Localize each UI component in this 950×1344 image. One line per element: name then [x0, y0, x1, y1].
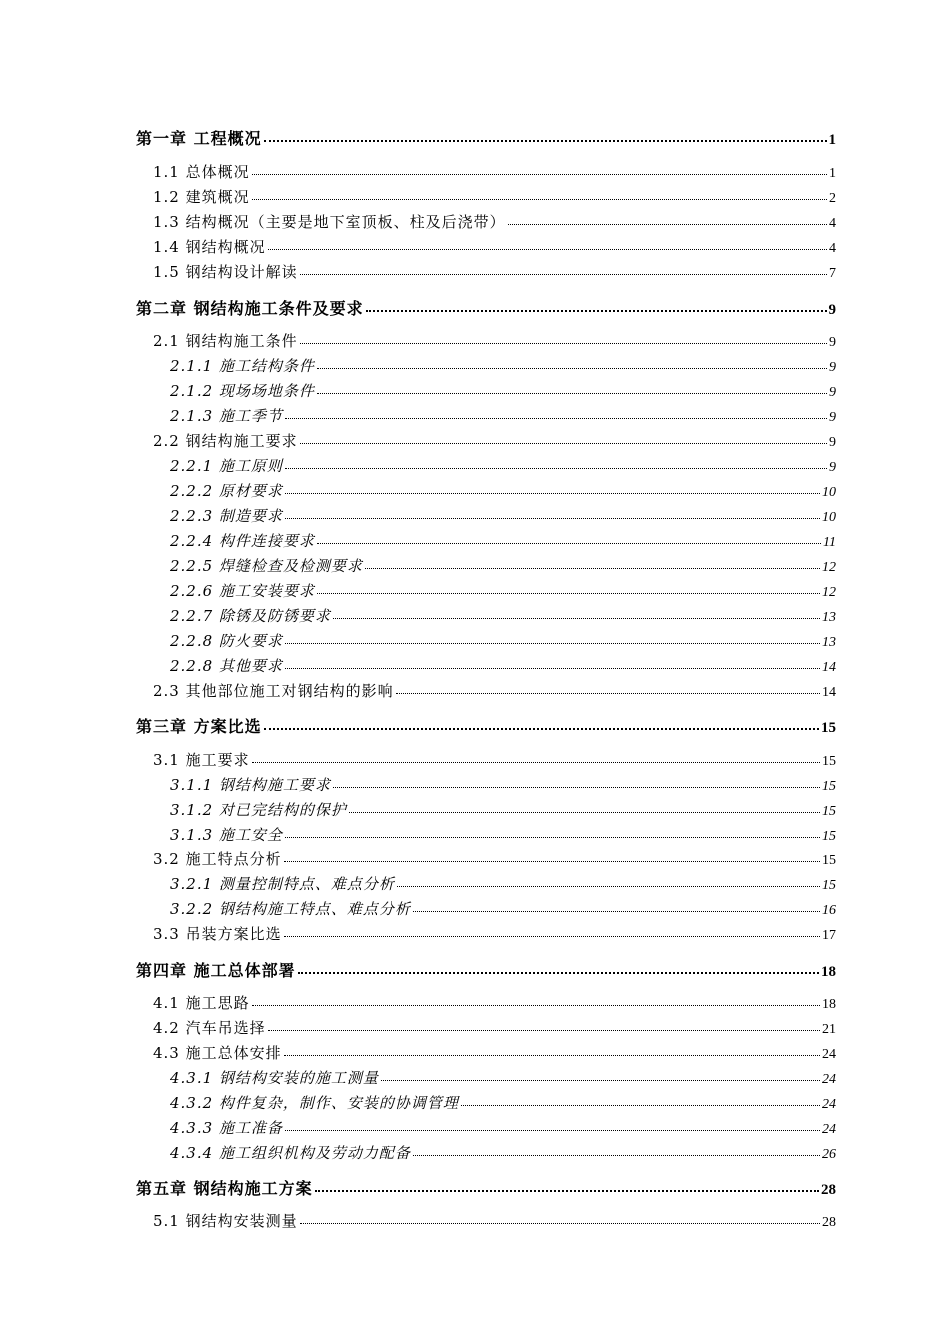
- toc-section-entry[interactable]: [153, 261, 836, 282]
- toc-subsection-entry[interactable]: [170, 555, 836, 576]
- toc-entry-title: 2.2 钢结构施工要求: [153, 432, 298, 450]
- toc-entry-title: 2.1 钢结构施工条件: [153, 332, 298, 350]
- toc-entry-page: 4: [829, 216, 836, 231]
- toc-leader-dots: [300, 274, 827, 275]
- toc-leader-dots: [268, 1030, 820, 1031]
- toc-leader-dots: [317, 368, 827, 369]
- toc-chapter-entry[interactable]: [136, 296, 836, 319]
- toc-entry-page: 26: [822, 1147, 836, 1162]
- toc-leader-dots: [264, 140, 827, 142]
- toc-leader-dots: [285, 518, 820, 519]
- toc-entry-title: 4.3.3 施工准备: [170, 1119, 283, 1137]
- toc-subsection-entry[interactable]: [170, 898, 836, 919]
- toc-entry-page: 14: [822, 660, 836, 675]
- toc-entry-page: 4: [829, 241, 836, 256]
- toc-entry-page: 15: [822, 878, 836, 893]
- toc-entry-title: 3.2 施工特点分析: [153, 850, 282, 868]
- toc-leader-dots: [285, 468, 827, 469]
- toc-subsection-entry[interactable]: [170, 1117, 836, 1138]
- toc-entry-title: 2.2.8 其他要求: [170, 657, 283, 675]
- toc-leader-dots: [396, 693, 820, 694]
- toc-entry-title: 第一章 工程概况: [136, 129, 262, 148]
- toc-leader-dots: [285, 643, 820, 644]
- toc-leader-dots: [252, 762, 820, 763]
- toc-leader-dots: [317, 543, 821, 544]
- toc-leader-dots: [252, 1005, 820, 1006]
- toc-chapter-entry[interactable]: [136, 1176, 836, 1199]
- toc-entry-title: 2.2.5 焊缝检查及检测要求: [170, 557, 363, 575]
- toc-leader-dots: [413, 1155, 820, 1156]
- toc-subsection-entry[interactable]: [170, 774, 836, 795]
- toc-leader-dots: [381, 1080, 820, 1081]
- toc-leader-dots: [252, 174, 827, 175]
- toc-leader-dots: [508, 224, 827, 225]
- toc-entry-title: 1.5 钢结构设计解读: [153, 263, 298, 281]
- toc-entry-page: 1: [829, 166, 836, 181]
- toc-entry-title: 2.2.6 施工安装要求: [170, 582, 315, 600]
- toc-entry-page: 15: [821, 720, 836, 736]
- toc-section-entry[interactable]: [153, 1042, 836, 1063]
- toc-subsection-entry[interactable]: [170, 355, 836, 376]
- toc-leader-dots: [333, 618, 820, 619]
- toc-entry-page: 9: [829, 385, 836, 400]
- toc-entry-title: 2.2.1 施工原则: [170, 457, 283, 475]
- toc-entry-title: 1.2 建筑概况: [153, 188, 250, 206]
- toc-entry-page: 9: [829, 360, 836, 375]
- toc-section-entry[interactable]: [153, 430, 836, 451]
- toc-entry-page: 12: [822, 560, 836, 575]
- toc-entry-title: 5.1 钢结构安装测量: [153, 1212, 298, 1230]
- toc-subsection-entry[interactable]: [170, 480, 836, 501]
- toc-leader-dots: [285, 837, 820, 838]
- toc-entry-page: 18: [821, 964, 836, 980]
- toc-entry-title: 4.1 施工思路: [153, 994, 250, 1012]
- toc-entry-title: 2.3 其他部位施工对钢结构的影响: [153, 682, 394, 700]
- toc-leader-dots: [300, 343, 827, 344]
- toc-subsection-entry[interactable]: [170, 630, 836, 651]
- toc-entry-title: 2.2.4 构件连接要求: [170, 532, 315, 550]
- toc-entry-title: 2.2.2 原材要求: [170, 482, 283, 500]
- toc-leader-dots: [366, 310, 827, 312]
- toc-leader-dots: [317, 393, 827, 394]
- toc-entry-title: 1.3 结构概况（主要是地下室顶板、柱及后浇带）: [153, 213, 506, 231]
- toc-subsection-entry[interactable]: [170, 505, 836, 526]
- toc-leader-dots: [300, 443, 827, 444]
- toc-entry-title: 第四章 施工总体部署: [136, 961, 296, 980]
- toc-entry-page: 15: [822, 829, 836, 844]
- toc-subsection-entry[interactable]: [170, 1067, 836, 1088]
- toc-subsection-entry[interactable]: [170, 380, 836, 401]
- toc-entry-page: 15: [822, 853, 836, 868]
- toc-leader-dots: [264, 728, 819, 730]
- toc-entry-page: 15: [822, 754, 836, 769]
- toc-leader-dots: [285, 668, 820, 669]
- toc-section-entry[interactable]: [153, 680, 836, 701]
- toc-entry-title: 4.3.4 施工组织机构及劳动力配备: [170, 1144, 411, 1162]
- toc-entry-page: 9: [829, 410, 836, 425]
- toc-subsection-entry[interactable]: [170, 824, 836, 845]
- toc-entry-title: 4.3 施工总体安排: [153, 1044, 282, 1062]
- toc-entry-title: 第五章 钢结构施工方案: [136, 1179, 313, 1198]
- toc-entry-page: 21: [822, 1022, 836, 1037]
- toc-entry-title: 第二章 钢结构施工条件及要求: [136, 299, 364, 318]
- toc-entry-title: 2.2.3 制造要求: [170, 507, 283, 525]
- toc-section-entry[interactable]: [153, 211, 836, 232]
- toc-entry-page: 24: [822, 1122, 836, 1137]
- toc-subsection-entry[interactable]: [170, 405, 836, 426]
- toc-entry-page: 13: [822, 635, 836, 650]
- toc-subsection-entry[interactable]: [170, 1142, 836, 1163]
- toc-leader-dots: [365, 568, 820, 569]
- toc-entry-page: 15: [822, 779, 836, 794]
- toc-entry-title: 3.1.1 钢结构施工要求: [170, 776, 331, 794]
- toc-entry-title: 2.1.1 施工结构条件: [170, 357, 315, 375]
- toc-entry-title: 1.4 钢结构概况: [153, 238, 266, 256]
- toc-entry-page: 28: [822, 1215, 836, 1230]
- toc-entry-page: 11: [823, 535, 836, 550]
- toc-entry-page: 18: [822, 997, 836, 1012]
- toc-entry-title: 3.1 施工要求: [153, 751, 250, 769]
- toc-subsection-entry[interactable]: [170, 580, 836, 601]
- toc-entry-page: 17: [822, 928, 836, 943]
- toc-chapter-entry[interactable]: [136, 958, 836, 981]
- toc-chapter-entry[interactable]: [136, 714, 836, 737]
- toc-leader-dots: [252, 199, 827, 200]
- toc-entry-page: 28: [821, 1182, 836, 1198]
- toc-subsection-entry[interactable]: [170, 799, 836, 820]
- toc-leader-dots: [285, 493, 820, 494]
- toc-leader-dots: [461, 1105, 820, 1106]
- toc-entry-title: 3.2.2 钢结构施工特点、难点分析: [170, 900, 411, 918]
- toc-section-entry[interactable]: [153, 236, 836, 257]
- toc-section-entry[interactable]: [153, 161, 836, 182]
- toc-entry-page: 9: [829, 460, 836, 475]
- toc-entry-title: 2.1.3 施工季节: [170, 407, 283, 425]
- toc-subsection-entry[interactable]: [170, 605, 836, 626]
- toc-section-entry[interactable]: [153, 330, 836, 351]
- toc-entry-page: 24: [822, 1047, 836, 1062]
- toc-section-entry[interactable]: [153, 749, 836, 770]
- toc-entry-title: 4.3.1 钢结构安装的施工测量: [170, 1069, 379, 1087]
- toc-leader-dots: [285, 418, 827, 419]
- toc-entry-title: 3.2.1 测量控制特点、难点分析: [170, 875, 395, 893]
- toc-section-entry[interactable]: [153, 848, 836, 869]
- toc-section-entry[interactable]: [153, 186, 836, 207]
- toc-leader-dots: [300, 1223, 820, 1224]
- toc-leader-dots: [268, 249, 827, 250]
- toc-entry-page: 1: [828, 132, 836, 148]
- toc-entry-page: 9: [829, 435, 836, 450]
- toc-entry-page: 14: [822, 685, 836, 700]
- toc-section-entry[interactable]: [153, 923, 836, 944]
- toc-entry-page: 10: [822, 510, 836, 525]
- toc-section-entry[interactable]: [153, 1017, 836, 1038]
- toc-subsection-entry[interactable]: [170, 655, 836, 676]
- toc-entry-page: 15: [822, 804, 836, 819]
- toc-leader-dots: [317, 593, 820, 594]
- toc-entry-page: 9: [829, 335, 836, 350]
- toc-entry-title: 4.2 汽车吊选择: [153, 1019, 266, 1037]
- toc-entry-title: 3.3 吊装方案比选: [153, 925, 282, 943]
- toc-entry-title: 3.1.2 对已完结构的保护: [170, 801, 347, 819]
- toc-chapter-entry[interactable]: [136, 126, 836, 149]
- toc-entry-title: 2.2.7 除锈及防锈要求: [170, 607, 331, 625]
- toc-entry-title: 2.2.8 防火要求: [170, 632, 283, 650]
- toc-entry-title: 第三章 方案比选: [136, 717, 262, 736]
- toc-entry-title: 1.1 总体概况: [153, 163, 250, 181]
- toc-entry-page: 10: [822, 485, 836, 500]
- toc-section-entry[interactable]: [153, 992, 836, 1013]
- toc-subsection-entry[interactable]: [170, 455, 836, 476]
- toc-entry-title: 2.1.2 现场场地条件: [170, 382, 315, 400]
- toc-subsection-entry[interactable]: [170, 873, 836, 894]
- toc-entry-page: 13: [822, 610, 836, 625]
- toc-leader-dots: [284, 861, 820, 862]
- toc-entry-page: 2: [829, 191, 836, 206]
- toc-leader-dots: [284, 936, 820, 937]
- toc-leader-dots: [333, 787, 820, 788]
- toc-entry-page: 12: [822, 585, 836, 600]
- toc-entry-title: 3.1.3 施工安全: [170, 826, 283, 844]
- toc-entry-page: 9: [828, 302, 836, 318]
- toc-subsection-entry[interactable]: [170, 530, 836, 551]
- toc-leader-dots: [349, 812, 820, 813]
- toc-leader-dots: [298, 972, 819, 974]
- toc-entry-page: 24: [822, 1072, 836, 1087]
- toc-leader-dots: [285, 1130, 820, 1131]
- toc-section-entry[interactable]: [153, 1210, 836, 1231]
- toc-entry-page: 7: [829, 266, 836, 281]
- toc-entry-page: 16: [822, 903, 836, 918]
- toc-leader-dots: [284, 1055, 820, 1056]
- toc-subsection-entry[interactable]: [170, 1092, 836, 1113]
- toc-leader-dots: [397, 886, 820, 887]
- toc-leader-dots: [413, 911, 820, 912]
- toc-leader-dots: [315, 1190, 819, 1192]
- toc-entry-title: 4.3.2 构件复杂，制作、安装的协调管理: [170, 1094, 459, 1112]
- toc-entry-page: 24: [822, 1097, 836, 1112]
